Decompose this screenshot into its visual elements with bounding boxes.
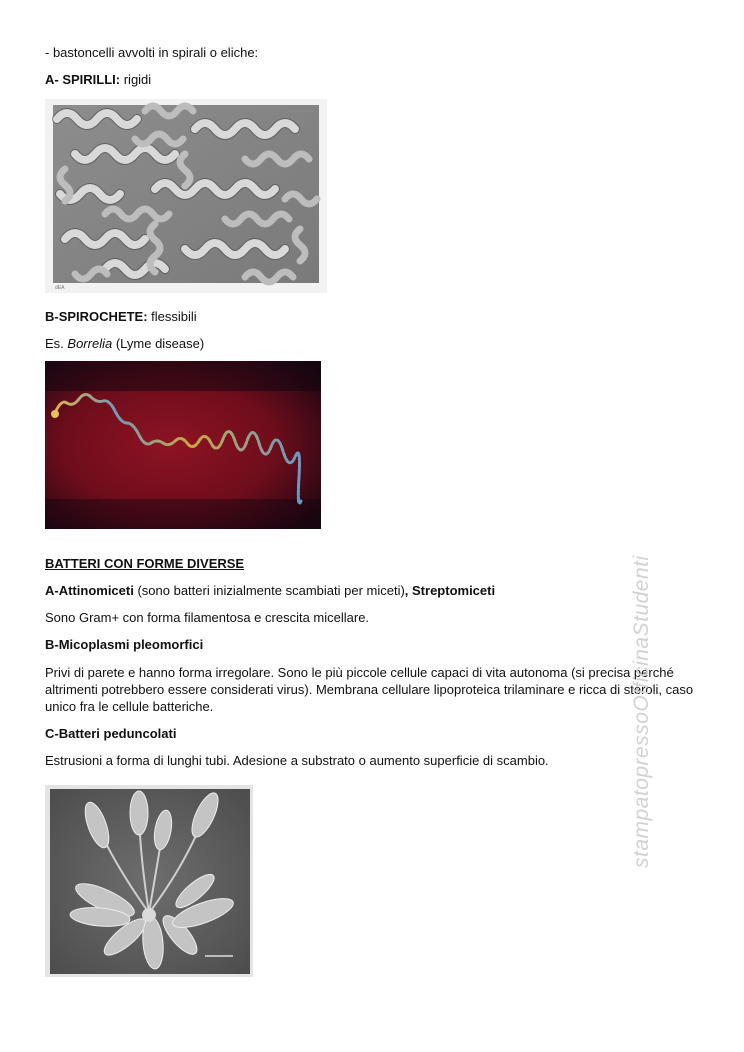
spirilli-label: A- SPIRILLI: bbox=[45, 72, 121, 87]
borrelia-suffix: (Lyme disease) bbox=[112, 336, 205, 351]
intro-line: - bastoncelli avvolti in spirali o eliche: bbox=[45, 45, 259, 60]
spirochete-desc: flessibili bbox=[147, 309, 197, 324]
borrelia-prefix: Es. bbox=[45, 336, 68, 351]
section-title bbox=[45, 555, 244, 572]
micoplasmi-heading bbox=[45, 636, 203, 653]
peduncolati-micrograph-image bbox=[45, 785, 253, 977]
attinomiceti-paren: (sono batteri inizialmente scambiati per miceti) bbox=[133, 583, 405, 598]
peduncolati-micrograph bbox=[45, 785, 253, 977]
attinomiceti-heading bbox=[45, 582, 495, 599]
borrelia-micrograph-image bbox=[45, 361, 321, 529]
borrelia-example bbox=[45, 335, 204, 352]
streptomiceti-label: , Streptomiceti bbox=[404, 583, 496, 598]
spirilli-heading bbox=[45, 71, 151, 88]
micoplasmi-title: B-Micoplasmi pleomorfici bbox=[45, 637, 204, 652]
section-title-text: BATTERI CON FORME DIVERSE bbox=[45, 556, 245, 571]
attinomiceti-label: A-Attinomiceti bbox=[45, 583, 134, 598]
spirochete-heading bbox=[45, 308, 197, 325]
spirochete-label: B-SPIROCHETE: bbox=[45, 309, 148, 324]
spirilli-micrograph-image bbox=[45, 99, 327, 293]
peduncolati-desc: Estrusioni a forma di lunghi tubi. Adesione a substrato o aumento superficie di scambio. bbox=[45, 753, 549, 768]
spirilli-micrograph-caption: dEA bbox=[55, 285, 65, 291]
borrelia-genus: Borrelia bbox=[67, 336, 113, 351]
peduncolati-title: C-Batteri peduncolati bbox=[45, 726, 177, 741]
spirilli-micrograph bbox=[45, 99, 327, 293]
watermark: stampatopressoOfficinaStudenti bbox=[630, 555, 653, 868]
micoplasmi-desc: Privi di parete e hanno forma irregolare. Sono le più piccole cellule capaci di vita autonoma (si precisa perché altrimenti potrebbero essere considerati virus). Membrana cellulare lipoproteica trilaminare e ricca di steroli, caso unico fra le cellule batteriche. bbox=[45, 665, 694, 714]
peduncolati-heading bbox=[45, 725, 176, 742]
borrelia-micrograph bbox=[45, 361, 321, 529]
spirilli-desc: rigidi bbox=[120, 72, 152, 87]
attinomiceti-desc: Sono Gram+ con forma filamentosa e crescita micellare. bbox=[45, 610, 370, 625]
